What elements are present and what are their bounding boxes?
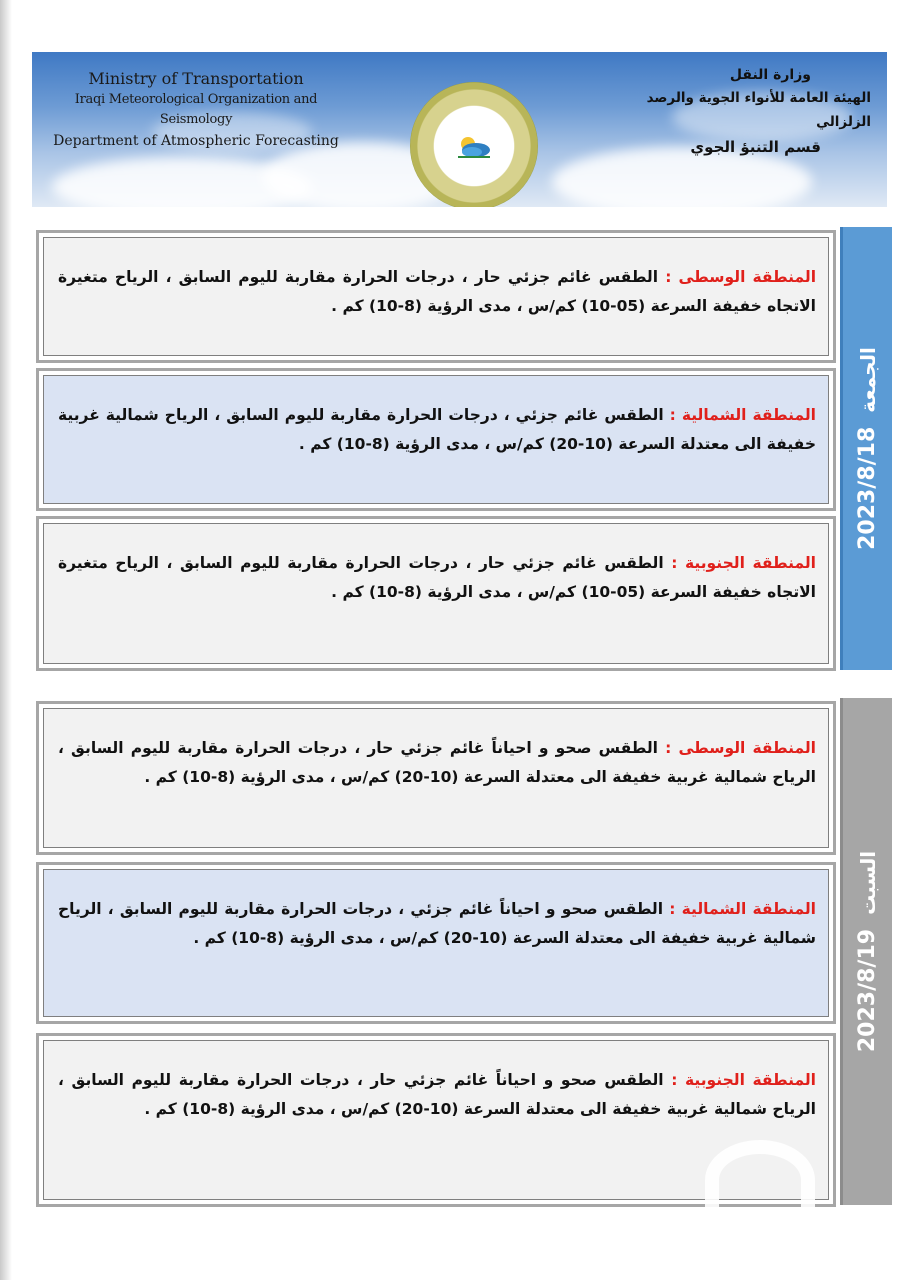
header-arabic-block bbox=[631, 64, 871, 160]
ministry-name-ar: وزارة النقل bbox=[729, 67, 811, 83]
forecast-text: الطقس غائم جزئي حار ، درجات الحرارة مقاربة لليوم السابق ، الرياح متغيرة الاتجاه خفيفة السرعة (05-10) كم/س ، مدى الرؤية (8-10) كم . bbox=[58, 268, 816, 315]
forecast-box-friday-central bbox=[36, 230, 836, 363]
forecast-text: الطقس غائم جزئي ، درجات الحرارة مقاربة لليوم السابق ، الرياح شمالية غربية خفيفة الى معتدلة السرعة (10-20) كم/س ، مدى الرؤية (8-10) كم . bbox=[58, 406, 816, 453]
department-name-en: Department of Atmospheric Forecasting bbox=[53, 133, 339, 149]
day-label bbox=[855, 347, 880, 550]
forecast-box-saturday-north bbox=[36, 862, 836, 1024]
region-name: المنطقة الجنوبية : bbox=[671, 1071, 816, 1089]
day-name: الجمعة bbox=[855, 347, 880, 413]
forecast-text: الطقس صحو و احياناً غائم جزئي حار ، درجات الحرارة مقاربة لليوم السابق ، الرياح شمالية غربية خفيفة الى معتدلة السرعة (10-20) كم/س ، مدى الرؤية (8-10) كم . bbox=[58, 739, 816, 786]
region-name: المنطقة الشمالية : bbox=[669, 406, 816, 424]
organization-name-ar: الهيئة العامة للأنواء الجوية والرصد الزلزالي bbox=[646, 90, 871, 130]
day-label bbox=[855, 851, 880, 1052]
forecast-text: الطقس غائم جزئي حار ، درجات الحرارة مقاربة لليوم السابق ، الرياح متغيرة الاتجاه خفيفة السرعة (05-10) كم/س ، مدى الرؤية (8-10) كم . bbox=[58, 554, 816, 601]
watermark-mark bbox=[705, 1140, 815, 1220]
header-banner bbox=[32, 52, 887, 207]
region-name: المنطقة الجنوبية : bbox=[671, 554, 816, 572]
organization-name-en: Iraqi Meteorological Organization and Seismology bbox=[74, 92, 318, 127]
forecast-text: الطقس صحو و احياناً غائم جزئي ، درجات الحرارة مقاربة لليوم السابق ، الرياح شمالية غربية خفيفة الى معتدلة السرعة (10-20) كم/س ، مدى الرؤية (8-10) كم . bbox=[58, 900, 816, 947]
weather-cloud-sun-icon bbox=[454, 132, 494, 160]
department-name-ar: قسم التنبؤ الجوي bbox=[690, 138, 821, 156]
day-date: 2023/8/19 bbox=[855, 928, 881, 1053]
forecast-box-saturday-central bbox=[36, 701, 836, 855]
day-bar-saturday bbox=[840, 698, 892, 1205]
day-date: 2023/8/18 bbox=[855, 426, 880, 550]
day-bar-friday bbox=[840, 227, 892, 670]
region-name: المنطقة الوسطى : bbox=[665, 268, 817, 286]
forecast-box-friday-north bbox=[36, 368, 836, 511]
page-edge-shadow bbox=[0, 0, 12, 1280]
region-name: المنطقة الوسطى : bbox=[665, 739, 816, 757]
day-name: السبت bbox=[855, 850, 880, 915]
forecast-box-friday-south bbox=[36, 516, 836, 671]
organization-logo bbox=[410, 82, 538, 207]
ministry-name-en: Ministry of Transportation bbox=[88, 69, 304, 88]
header-english-block bbox=[46, 68, 346, 152]
forecast-text: الطقس صحو و احياناً غائم جزئي حار ، درجات الحرارة مقاربة لليوم السابق ، الرياح شمالية غربية خفيفة الى معتدلة السرعة (10-20) كم/س ، مدى الرؤية (8-10) كم . bbox=[58, 1071, 816, 1118]
region-name: المنطقة الشمالية : bbox=[669, 900, 816, 918]
